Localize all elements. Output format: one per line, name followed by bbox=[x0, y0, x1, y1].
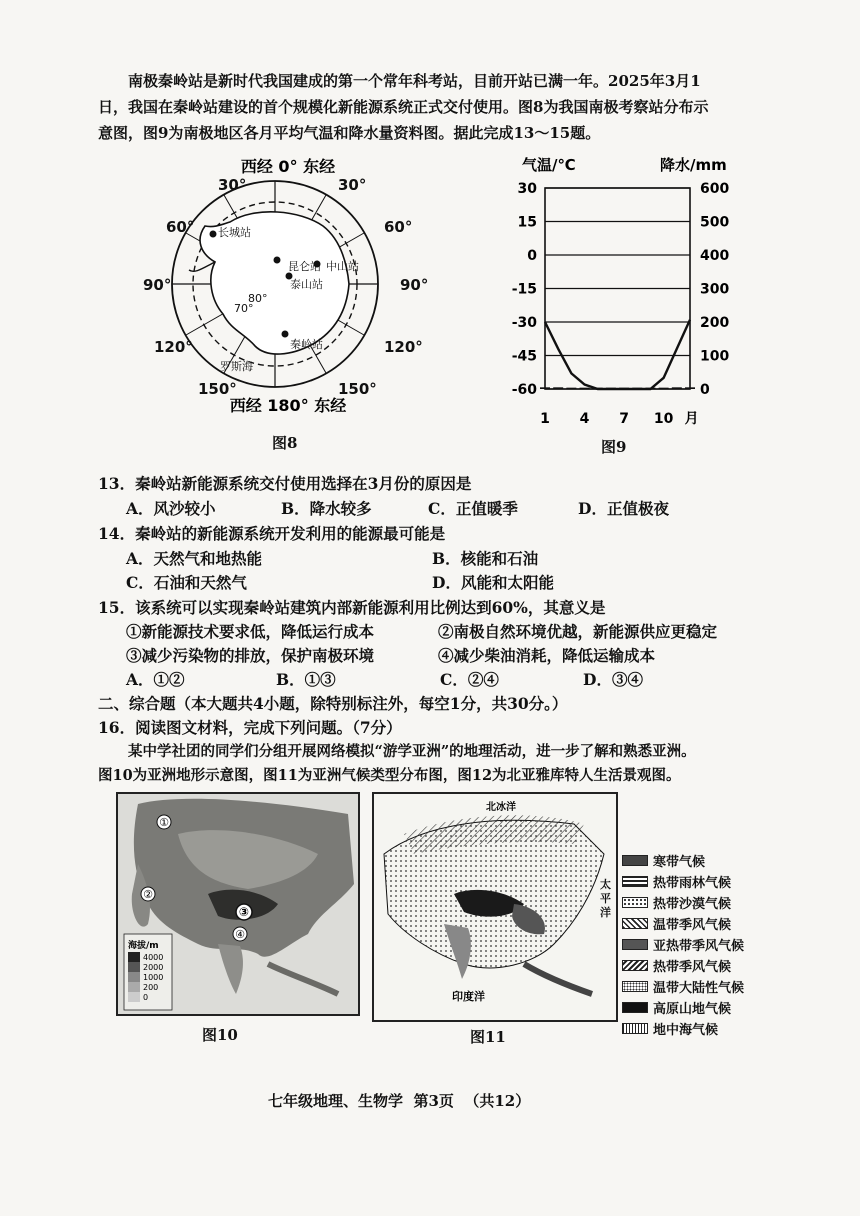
precipitation-bar bbox=[540, 387, 550, 389]
lon-label-90w: 90° bbox=[143, 276, 172, 294]
x-tick: 10 bbox=[653, 411, 674, 427]
station-qinling-marker bbox=[282, 331, 288, 337]
y-left-tick: -60 bbox=[511, 382, 537, 398]
legend-item-temperate-continental: 温带大陆性气候 bbox=[622, 976, 744, 997]
precipitation-bar bbox=[553, 387, 563, 389]
question-14: 14．秦岭站的新能源系统开发利用的能源最可能是 bbox=[98, 524, 446, 543]
fig8-caption: 图8 bbox=[272, 434, 298, 452]
q15-statement-1: ①新能源技术要求低，降低运行成本 bbox=[126, 622, 375, 641]
figure-11-asia-climate-map bbox=[372, 792, 618, 1022]
precipitation-bar bbox=[685, 387, 695, 389]
ocean-arctic-label: 北冰洋 bbox=[486, 802, 516, 813]
station-changcheng-label: 长城站 bbox=[218, 226, 251, 239]
fig11-caption: 图11 bbox=[470, 1028, 506, 1046]
elevation-2000: 2000 bbox=[143, 963, 164, 972]
sea-label-ross: 罗斯海 bbox=[220, 360, 253, 373]
legend-item-mediterranean: 地中海气候 bbox=[622, 1018, 744, 1039]
lon-label-30w: 30° bbox=[218, 176, 247, 194]
intro-line-1: 南极秦岭站是新时代我国建成的第一个常年科考站，目前开站已满一年。2025年3月1 bbox=[128, 72, 701, 90]
question-16: 16．阅读图文材料，完成下列问题。（7分） bbox=[98, 718, 402, 737]
q15-statement-3: ③减少污染物的排放，保护南极环境 bbox=[126, 646, 375, 665]
figure-10-asia-terrain-map bbox=[116, 792, 360, 1016]
q15-statement-2: ②南极自然环境优越，新能源供应更稳定 bbox=[438, 622, 718, 641]
station-kunlun-label: 昆仑站 bbox=[288, 260, 321, 273]
q13-option-d: D．正值极夜 bbox=[578, 499, 669, 518]
q15-option-a: A．①② bbox=[126, 670, 185, 689]
lat-label-70: 70° bbox=[234, 302, 254, 315]
lon-label-30e: 30° bbox=[338, 176, 367, 194]
station-zhongshan-label: 中山站 bbox=[326, 260, 359, 273]
lon-label-90e: 90° bbox=[400, 276, 429, 294]
marker-4: ④ bbox=[235, 928, 245, 941]
station-taishan-label: 泰山站 bbox=[290, 278, 323, 291]
y-left-tick: -15 bbox=[511, 281, 537, 298]
legend-item-temperate-monsoon: 温带季风气候 bbox=[622, 913, 744, 934]
figure-8-antarctic-map bbox=[138, 152, 438, 418]
marker-1: ① bbox=[159, 816, 169, 829]
y-right-tick: 100 bbox=[700, 348, 730, 365]
question-15: 15．该系统可以实现秦岭站建筑内部新能源利用比例达到60%，其意义是 bbox=[98, 598, 606, 617]
legend-item-subtropical-monsoon: 亚热带季风气候 bbox=[622, 934, 744, 955]
q15-statement-4: ④减少柴油消耗，降低运输成本 bbox=[438, 646, 656, 665]
q13-option-b: B．降水较多 bbox=[281, 499, 372, 518]
lon-label-60w: 60° bbox=[166, 218, 195, 236]
fig8-bottom-label: 西经 180° 东经 bbox=[229, 396, 347, 415]
precipitation-bar bbox=[580, 388, 590, 389]
elevation-200: 200 bbox=[143, 983, 159, 992]
ocean-pacific-label: 太平洋 bbox=[600, 878, 611, 919]
lon-label-60e: 60° bbox=[384, 218, 413, 236]
legend-item-tropical-rainforest: 热带雨林气候 bbox=[622, 871, 744, 892]
precipitation-bar bbox=[659, 388, 669, 389]
y-left-tick: 30 bbox=[517, 181, 537, 197]
y-right-tick: 300 bbox=[700, 281, 730, 298]
elevation-1000: 1000 bbox=[143, 973, 164, 982]
intro-paragraph bbox=[98, 68, 798, 146]
x-unit: 月 bbox=[684, 411, 699, 427]
figure-9-climate-chart bbox=[490, 152, 740, 432]
q16-text-line-2: 图10为亚洲地形示意图，图11为亚洲气候类型分布图，图12为北亚雅库特人生活景观图。 bbox=[98, 767, 681, 784]
q15-option-b: B．①③ bbox=[276, 670, 336, 689]
lon-label-120e: 120° bbox=[384, 338, 423, 356]
elevation-4000: 4000 bbox=[143, 953, 164, 962]
q14-option-b: B．核能和石油 bbox=[432, 549, 539, 568]
station-changcheng-marker bbox=[210, 231, 216, 237]
y-left-tick: -45 bbox=[511, 348, 537, 365]
q14-option-c: C．石油和天然气 bbox=[126, 573, 247, 592]
y-left-title: 气温/℃ bbox=[522, 156, 576, 174]
station-kunlun-marker bbox=[274, 257, 280, 263]
question-13: 13．秦岭站新能源系统交付使用选择在3月份的原因是 bbox=[98, 474, 472, 493]
q15-option-d: D．③④ bbox=[583, 670, 643, 689]
q13-option-c: C．正值暖季 bbox=[428, 499, 518, 518]
marker-2: ② bbox=[143, 888, 153, 901]
x-tick: 1 bbox=[540, 411, 550, 427]
q14-option-d: D．风能和太阳能 bbox=[432, 573, 554, 592]
station-qinling-label: 秦岭站 bbox=[290, 338, 323, 351]
lon-label-150e: 150° bbox=[338, 380, 377, 398]
y-left-tick: 15 bbox=[517, 214, 537, 231]
y-right-title: 降水/mm bbox=[660, 156, 727, 174]
x-tick: 7 bbox=[619, 411, 629, 427]
q13-option-a: A．风沙较小 bbox=[126, 499, 216, 518]
y-left-tick: 0 bbox=[527, 248, 537, 264]
precipitation-bar bbox=[672, 387, 682, 389]
elevation-0: 0 bbox=[143, 993, 149, 1002]
legend-item-tropical-desert: 热带沙漠气候 bbox=[622, 892, 744, 913]
page-footer: 七年级地理、生物学 第3页 （共12） bbox=[268, 1092, 531, 1110]
y-right-tick: 200 bbox=[700, 315, 730, 331]
climate-legend bbox=[622, 850, 744, 1039]
q16-text-line-1: 某中学社团的同学们分组开展网络模拟“游学亚洲”的地理活动，进一步了解和熟悉亚洲。 bbox=[128, 743, 696, 760]
y-right-tick: 0 bbox=[700, 382, 710, 398]
y-left-tick: -30 bbox=[511, 315, 537, 331]
intro-line-3: 意图，图9为南极地区各月平均气温和降水量资料图。据此完成13～15题。 bbox=[98, 124, 601, 142]
legend-item-tropical-monsoon: 热带季风气候 bbox=[622, 955, 744, 976]
elevation-legend-title: 海拔/m bbox=[128, 941, 159, 951]
x-tick: 4 bbox=[579, 411, 590, 427]
fig8-top-label: 西经 0° 东经 bbox=[240, 157, 336, 176]
fig10-caption: 图10 bbox=[202, 1026, 238, 1044]
temperature-line bbox=[545, 320, 690, 389]
q14-option-a: A．天然气和地热能 bbox=[126, 549, 263, 568]
legend-item-polar: 寒带气候 bbox=[622, 850, 744, 871]
fig9-caption: 图9 bbox=[601, 438, 627, 456]
precipitation-bar bbox=[566, 388, 576, 389]
section-2-heading: 二、综合题（本大题共4小题，除特别标注外，每空1分，共30分。） bbox=[98, 694, 568, 713]
marker-3: ③ bbox=[238, 905, 250, 919]
legend-item-highland: 高原山地气候 bbox=[622, 997, 744, 1018]
intro-line-2: 日，我国在秦岭站建设的首个规模化新能源系统正式交付使用。图8为我国南极考察站分布示 bbox=[98, 98, 709, 116]
y-right-tick: 600 bbox=[700, 181, 730, 197]
lon-label-150w: 150° bbox=[198, 380, 237, 398]
ocean-indian-label: 印度洋 bbox=[452, 990, 485, 1003]
lon-label-120w: 120° bbox=[154, 338, 193, 356]
y-right-tick: 400 bbox=[700, 248, 730, 264]
y-right-tick: 500 bbox=[700, 214, 730, 231]
lat-label-80: 80° bbox=[248, 292, 268, 305]
q15-option-c: C．②④ bbox=[440, 670, 499, 689]
